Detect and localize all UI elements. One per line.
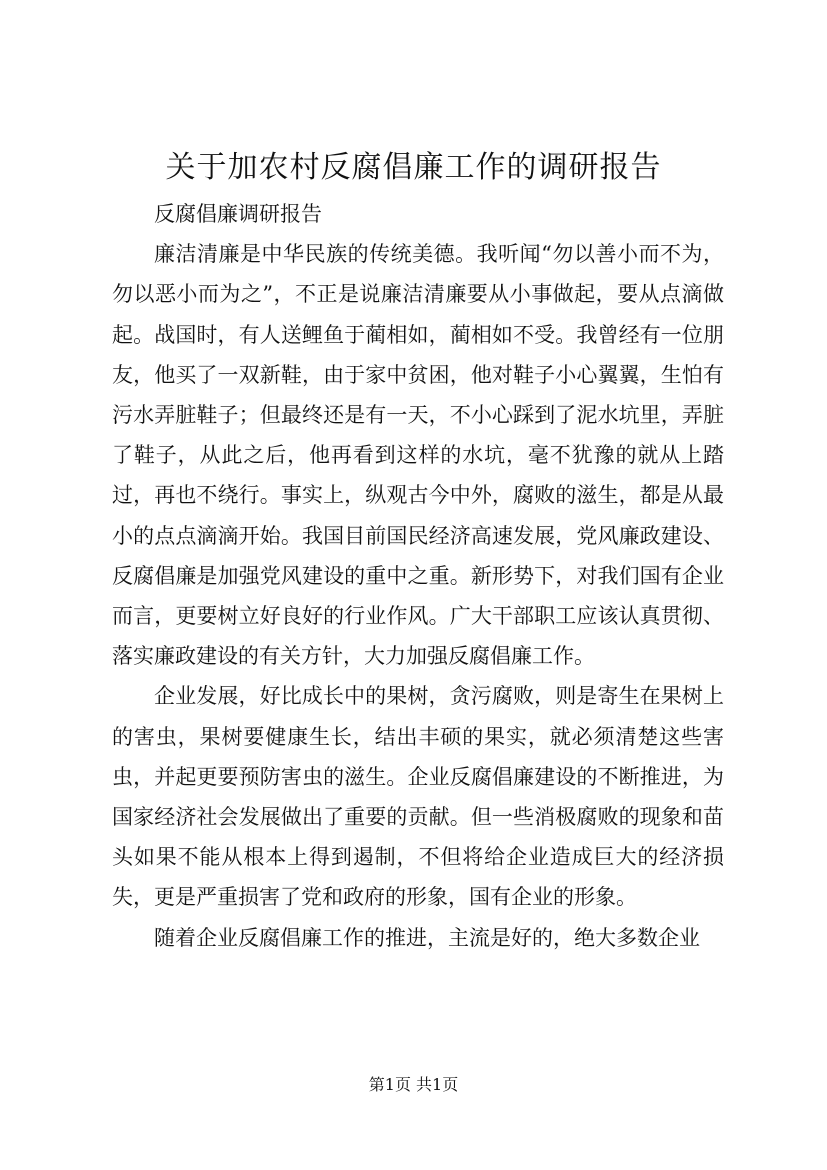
paragraph-3: 随着企业反腐倡廉工作的推进，主流是好的，绝大多数企业 [154,925,700,950]
paragraph-2: 企业发展，好比成长中的果树，贪污腐败，则是寄生在果树上的害虫，果树要健康生长，结出丰硕的果实，就必须清楚这些害虫，并起更要预防害虫的滋生。企业反腐倡廉建设的不断推进，为国家经济社会发展做出了重要的贡献。但一些消极腐败的现象和苗头如果不能从根本上得到遏制，不但将给企业造成巨大的经济损失，更是严重损害了党和政府的形象，国有企业的形象。 [112,684,724,910]
document-subtitle: 反腐倡廉调研报告 [154,202,322,226]
paragraph-1: 廉洁清廉是中华民族的传统美德。我听闻“勿以善小而不为，勿以恶小而为之”，不正是说廉洁清廉要从小事做起，要从点滴做起。战国时，有人送鲤鱼于蔺相如，蔺相如不受。我曾经有一位朋友，他买了一双新鞋，由于家中贫困，他对鞋子小心翼翼，生怕有污水弄脏鞋子；但最终还是有一天，不小心踩到了泥水坑里，弄脏了鞋子，从此之后，他再看到这样的水坑，毫不犹豫的就从上踏过，再也不绕行。事实上，纵观古今中外，腐败的滋生，都是从最小的点点滴滴开始。我国目前国民经济高速发展，党风廉政建设、反腐倡廉是加强党风建设的重中之重。新形势下，对我们国有企业而言，更要树立好良好的行业作风。广大干部职工应该认真贯彻、落实廉政建设的有关方针，大力加强反腐倡廉工作。 [112,242,724,669]
page-number-footer: 第1页 共1页 [368,1075,459,1094]
document-title: 关于加农村反腐倡廉工作的调研报告 [165,150,662,185]
document-body [112,194,724,958]
